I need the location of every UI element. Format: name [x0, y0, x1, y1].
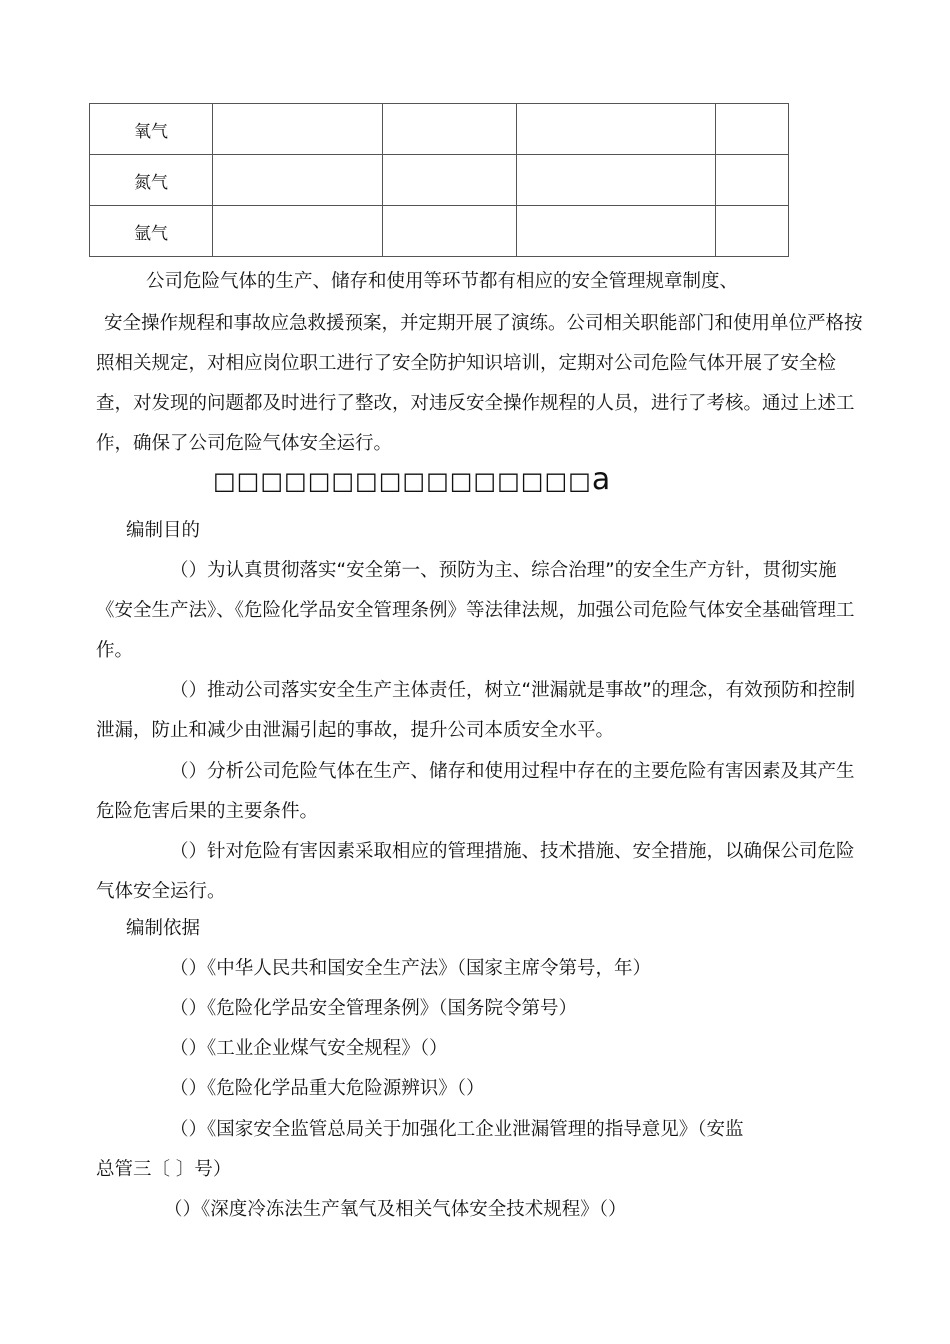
gas-name-cell: 氩气	[90, 206, 213, 257]
intro-paragraph: 安全操作规程和事故应急救援预案，并定期开展了演练。公司相关职能部门和使用单位严格按照相关规定，对相应岗位职工进行了安全防护知识培训，定期对公司危险气体开展了安全检查，对发现的问题都及时进行了整改，对违反安全操作规程的人员，进行了考核。通过上述工作，确保了公司危险气体安全运行。	[96, 313, 863, 454]
purpose-item: （）针对危险有害因素采取相应的管理措施、技术措施、安全措施，以确保公司危险气体安全运行。	[96, 841, 855, 902]
table-cell	[213, 155, 383, 206]
basis-item: （）《中华人民共和国安全生产法》（国家主席令第号，年）	[170, 958, 652, 979]
basis-item: （）《深度冷冻法生产氧气及相关气体安全技术规程》（）	[164, 1199, 627, 1220]
purpose-heading: 编制目的	[126, 520, 201, 541]
gas-name-cell: 氮气	[90, 155, 213, 206]
purpose-item: （）为认真贯彻落实“安全第一、预防为主、综合治理”的安全生产方针，贯彻实施《安全生产法》、《危险化学品安全管理条例》等法律法规，加强公司危险气体安全基础管理工作。	[96, 560, 855, 661]
table-cell	[517, 155, 716, 206]
basis-item: （）《国家安全监管总局关于加强化工企业泄漏管理的指导意见》（安监	[170, 1119, 744, 1140]
purpose-item: （）分析公司危险气体在生产、储存和使用过程中存在的主要危险有害因素及其产生危险危害后果的主要条件。	[96, 761, 855, 822]
table-cell	[716, 104, 789, 155]
table-cell	[383, 206, 517, 257]
purpose-item: （）推动公司落实安全生产主体责任，树立“泄漏就是事故”的理念，有效预防和控制泄漏，防止和减少由泄漏引起的事故，提升公司本质安全水平。	[96, 680, 856, 741]
table-cell	[213, 206, 383, 257]
basis-item: （）《危险化学品安全管理条例》（国务院令第号）	[170, 998, 578, 1019]
basis-item-continuation: 总管三〔 〕号）	[96, 1159, 232, 1180]
intro-first-line: 公司危险气体的生产、储存和使用等环节都有相应的安全管理规章制度、	[146, 271, 739, 292]
gas-table	[89, 103, 789, 257]
table-row	[90, 155, 789, 206]
table-cell	[383, 104, 517, 155]
garbled-tail: a	[591, 462, 612, 497]
table-cell	[383, 155, 517, 206]
table-row	[90, 104, 789, 155]
garbled-heading	[213, 462, 612, 497]
table-row	[90, 206, 789, 257]
table-cell	[517, 104, 716, 155]
basis-heading: 编制依据	[126, 918, 201, 939]
table-cell	[213, 104, 383, 155]
table-cell	[716, 206, 789, 257]
basis-item: （）《危险化学品重大危险源辨识》（）	[170, 1078, 485, 1099]
table-cell	[716, 155, 789, 206]
gas-name-cell: 氧气	[90, 104, 213, 155]
table-cell	[517, 206, 716, 257]
basis-item: （）《工业企业煤气安全规程》（）	[170, 1038, 448, 1059]
garbled-boxes: □□□□□□□□□□□□□□□□	[213, 467, 592, 495]
